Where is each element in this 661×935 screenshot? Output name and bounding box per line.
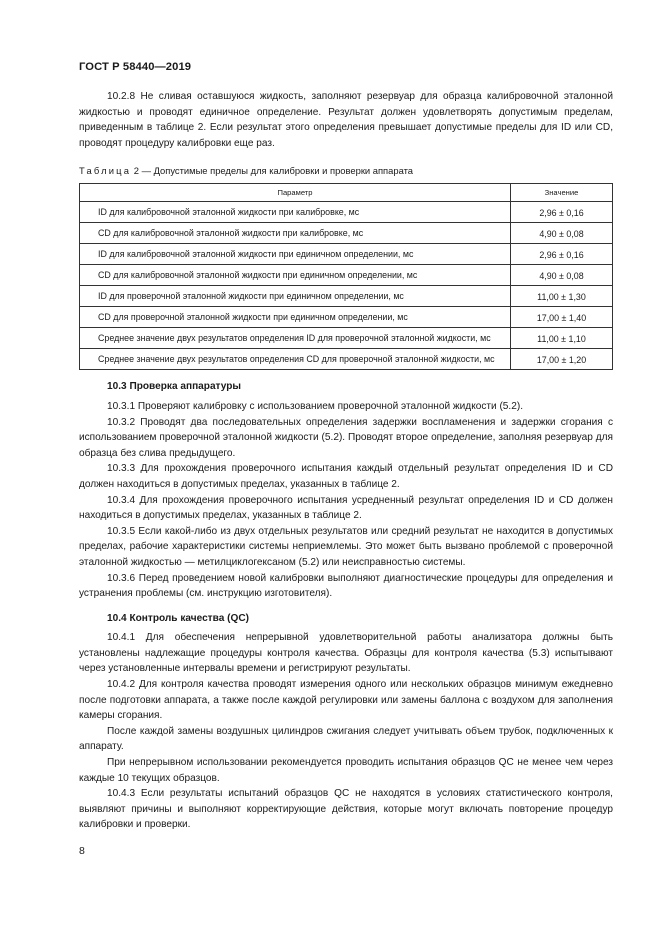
paragraph-10-4-2-note-2: При непрерывном использовании рекомендуется проводить испытания образцов QC не менее чем через каждые 10 текущих образцов. — [79, 757, 613, 784]
paragraph-10-3-2: 10.3.2 Проводят два последовательных определения задержки воспламенения и задержки сгорания с использованием проверочной эталонной жидкости (5.2). Проводят второе определение, заполняя резервуар для образца без слива предыдущего. — [79, 416, 613, 459]
paragraph-10-3-3: 10.3.3 Для прохождения проверочного испытания каждый отдельный результат определения ID и CD должен находиться в допустимых пределах, указанных в таблице 2. — [79, 463, 613, 490]
paragraph-10-3-4: 10.3.4 Для прохождения проверочного испытания усредненный результат определения ID и CD должен находиться в допустимых пределах, указанных в таблице 2. — [79, 494, 613, 522]
table-cell-parameter: CD для калибровочной эталонной жидкости при единичном определении, мс — [80, 265, 511, 286]
table-cell-value: 11,00 ± 1,10 — [511, 328, 613, 349]
table-caption — [79, 164, 613, 177]
section-title-10-3: 10.3 Проверка аппаратуры — [107, 381, 242, 393]
table-row — [80, 328, 613, 349]
table-row — [80, 307, 613, 328]
table-cell-parameter: CD для калибровочной эталонной жидкости при калибровке, мс — [80, 223, 511, 244]
page-content — [79, 89, 613, 833]
paragraph-10-3-5: 10.3.5 Если какой-либо из двух отдельных результатов или средний результат не находится в допустимых пределах, рабочие характеристики системы неприемлемы. Это может быть вызвано проблемой с проверочной эталонной жидкостью — метилциклогексаном (5.2) или неисправностью системы. — [79, 525, 613, 568]
paragraph-10-4-2-note-1: После каждой замены воздушных цилиндров сжигания следует учитывать объем трубок, подключенных к аппарату. — [79, 725, 613, 753]
table-row — [80, 202, 613, 223]
document-code-header: ГОСТ Р 58440—2019 — [79, 61, 192, 73]
table-cell-parameter: ID для калибровочной эталонной жидкости при единичном определении, мс — [80, 244, 511, 265]
table-cell-value: 17,00 ± 1,20 — [511, 349, 613, 370]
table-row — [80, 265, 613, 286]
paragraph-10-4-3: 10.4.3 Если результаты испытаний образцов QC не находятся в условиях статистического контроля, выявляют причины и выполняют корректирующие действия, которые могут включать повторение процедур калибровки и проверки. — [79, 788, 613, 831]
table-row — [80, 349, 613, 370]
table-caption-word: Таблица — [79, 165, 132, 177]
section-title-10-4: 10.4 Контроль качества (QC) — [107, 612, 249, 624]
table-cell-value: 2,96 ± 0,16 — [511, 244, 613, 265]
table-header-value: Значение — [511, 184, 613, 202]
table-cell-value: 4,90 ± 0,08 — [511, 223, 613, 244]
table-cell-value: 17,00 ± 1,40 — [511, 307, 613, 328]
table-caption-text: 2 — Допустимые пределы для калибровки и проверки аппарата — [131, 165, 413, 177]
paragraph-10-2-8: 10.2.8 Не сливая оставшуюся жидкость, заполняют резервуар для образца калибровочной эталонной жидкостью и проводят единичное определение. Результат должен удовлетворять допустимым пределам, приведенным в таблице 2. Если результат этого определения превышает допустимые пределы для ID или CD, проводят процедуру калибровки еще раз. — [79, 91, 613, 149]
paragraph-10-3-1: 10.3.1 Проверяют калибровку с использованием проверочной эталонной жидкости (5.2). — [107, 400, 524, 412]
table-row — [80, 244, 613, 265]
limits-table — [79, 183, 613, 370]
table-row — [80, 223, 613, 244]
table-cell-parameter: CD для проверочной эталонной жидкости при единичном определении, мс — [80, 307, 511, 328]
table-cell-parameter: Среднее значение двух результатов определения CD для проверочной эталонной жидкости, мс — [80, 349, 511, 370]
table-cell-parameter: Среднее значение двух результатов определения ID для проверочной эталонной жидкости, мс — [80, 328, 511, 349]
table-row — [80, 286, 613, 307]
table-header-parameter: Параметр — [80, 184, 511, 202]
page-number: 8 — [79, 845, 85, 857]
paragraph-10-3-6: 10.3.6 Перед проведением новой калибровки выполняют диагностические процедуры для определения и устранения проблемы (см. инструкцию изготовителя). — [79, 572, 613, 600]
table-cell-value: 11,00 ± 1,30 — [511, 286, 613, 307]
paragraph-10-4-1: 10.4.1 Для обеспечения непрерывной удовлетворительной работы анализатора должны быть установлены надлежащие процедуры контроля качества. Образцы для контроля качества (5.3) испытывают через установленные интервалы времени и регистрируют результаты. — [79, 632, 613, 675]
paragraph-10-4-2: 10.4.2 Для контроля качества проводят измерения одного или нескольких образцов минимум ежедневно после подготовки аппарата, а также после каждой регулировки или замены баллона с воздухом для заполнения камеры сгорания. — [79, 679, 613, 722]
table-cell-value: 4,90 ± 0,08 — [511, 265, 613, 286]
table-cell-parameter: ID для калибровочной эталонной жидкости при калибровке, мс — [80, 202, 511, 223]
table-cell-value: 2,96 ± 0,16 — [511, 202, 613, 223]
table-cell-parameter: ID для проверочной эталонной жидкости при единичном определении, мс — [80, 286, 511, 307]
